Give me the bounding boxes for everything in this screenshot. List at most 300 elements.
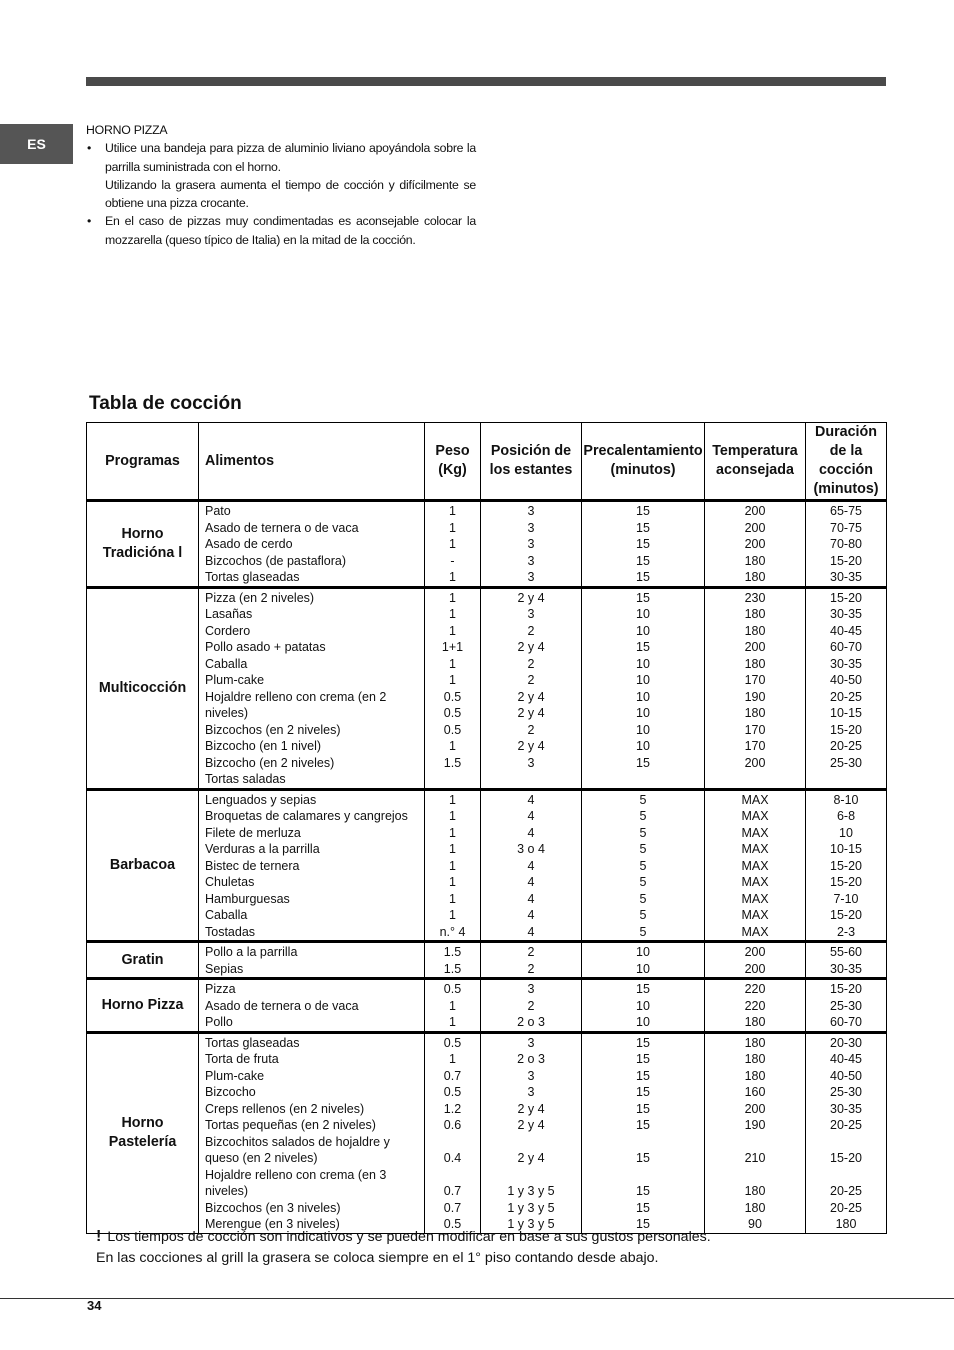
cell-line: 40-45 <box>830 623 862 638</box>
note-line-2: En las cocciones al grill la grasera se coloca siempre en el 1° piso contando desde abajo. <box>96 1249 659 1266</box>
table-row <box>87 501 887 588</box>
cell-line: 200 <box>744 504 766 518</box>
cell-line: 10 <box>636 961 650 976</box>
table-row <box>87 942 887 979</box>
cell-line: 1.5 <box>443 755 462 770</box>
cell-line: 3 <box>527 553 535 568</box>
cell-line: 4 <box>527 924 535 939</box>
cell-line: 2 y 4 <box>517 590 545 605</box>
cell-line: 4 <box>527 875 535 889</box>
cell-line <box>481 771 581 788</box>
cell-line: 210 <box>744 1151 766 1165</box>
cell-line: 25-30 <box>830 755 862 770</box>
cell-line: 20-30 <box>830 1035 862 1050</box>
cell-line: Caballa <box>205 908 248 922</box>
cell-line: 1.5 <box>443 961 462 976</box>
cell-line: 2 y 4 <box>517 706 545 720</box>
cell-line: 5 <box>639 875 647 889</box>
cell-line <box>582 1167 704 1184</box>
header-peso: Peso (Kg) <box>425 423 481 501</box>
precalentamiento-cell <box>582 942 705 979</box>
header-programas: Programas <box>87 423 199 501</box>
cell-line: Pollo a la parrilla <box>205 945 298 959</box>
cell-line: 1 y 3 y 5 <box>507 1200 555 1215</box>
cell-line: 3 <box>527 607 535 621</box>
cell-line: 70-75 <box>830 520 862 535</box>
cell-line: 10 <box>636 689 650 704</box>
cell-line: Pizza <box>205 982 236 996</box>
cell-line: MAX <box>741 792 769 807</box>
cell-line: 0.7 <box>443 1068 462 1083</box>
cell-line: Pato <box>205 504 231 518</box>
posicion-cell <box>481 501 582 588</box>
cell-line: 2 y 4 <box>517 1118 545 1132</box>
cell-line: 1 <box>449 656 456 671</box>
cell-line: Asado de ternera o de vaca <box>205 520 359 535</box>
duracion-cell <box>806 942 887 979</box>
intro-title: HORNO PIZZA <box>86 123 168 137</box>
cell-line: 1 <box>449 825 456 840</box>
cell-line: Hojaldre relleno con crema (en 3 <box>205 1167 387 1182</box>
cell-line: 1 <box>449 520 456 535</box>
cell-line: 0.5 <box>443 1217 462 1231</box>
cell-line: Torta de fruta <box>205 1052 279 1066</box>
cell-line: 30-35 <box>830 570 862 584</box>
cell-line: 15 <box>636 1217 650 1231</box>
cell-line <box>425 1167 480 1184</box>
cell-line: niveles) <box>205 1184 249 1198</box>
cell-line: 0.5 <box>443 722 462 737</box>
cell-line: 2 <box>527 961 535 976</box>
cell-line: 20-25 <box>830 1200 862 1215</box>
cell-line: MAX <box>741 858 769 873</box>
cell-line: Merengue (en 3 niveles) <box>205 1217 340 1231</box>
table-row <box>87 587 887 789</box>
cell-line: Plum-cake <box>205 673 265 687</box>
cell-line: 180 <box>744 553 766 568</box>
cell-line: 1 <box>449 858 456 873</box>
cell-line: Bizcocho <box>205 1085 256 1099</box>
cell-line: 1 <box>449 875 456 889</box>
cell-line: 1 y 3 y 5 <box>507 1217 555 1231</box>
cell-line: 180 <box>744 1035 766 1050</box>
cell-line: Asado de ternera o de vaca <box>205 998 359 1013</box>
cell-line: 10-15 <box>830 842 862 856</box>
language-tab: ES <box>0 124 73 164</box>
cell-line: 3 <box>527 570 535 584</box>
cell-line: 1 <box>449 792 456 807</box>
cell-line: 40-50 <box>830 1068 862 1083</box>
program-name: Horno Pizza <box>87 979 199 1033</box>
cell-line: Caballa <box>205 656 248 671</box>
table-row <box>87 979 887 1033</box>
cell-line: 3 <box>527 504 535 518</box>
cell-line: 5 <box>639 825 647 840</box>
cell-line: 2-3 <box>836 924 856 939</box>
cell-line: 0.5 <box>443 689 462 704</box>
cell-line: 7-10 <box>833 891 859 906</box>
cell-line: 1+1 <box>441 640 464 654</box>
cell-line: 2 y 4 <box>517 739 545 753</box>
program-name: Horno Pastelería <box>87 1032 199 1233</box>
cell-line: 20-25 <box>830 739 862 753</box>
cell-line: Bizcocho (en 2 niveles) <box>205 755 335 770</box>
cell-line: 180 <box>744 1184 766 1198</box>
cell-line: 25-30 <box>830 1085 862 1099</box>
intro-list <box>86 139 476 249</box>
alimentos-cell <box>199 501 425 588</box>
table-header-row <box>87 423 887 501</box>
cell-line: 15-20 <box>830 982 862 996</box>
cell-line: 3 <box>527 982 535 996</box>
cell-line: 0.5 <box>443 1035 462 1050</box>
alimentos-cell <box>199 979 425 1033</box>
duracion-cell <box>806 789 887 942</box>
cell-line: 15-20 <box>830 908 862 922</box>
cell-line: 10-15 <box>830 706 862 720</box>
cell-line: 30-35 <box>830 607 862 621</box>
cell-line: 20-25 <box>830 1184 862 1198</box>
cell-line: 1 <box>449 623 456 638</box>
cell-line: Hojaldre relleno con crema (en 2 <box>205 689 387 704</box>
cell-line: 190 <box>744 1118 766 1132</box>
cell-line: Tortas pequeñas (en 2 niveles) <box>205 1118 376 1132</box>
cell-line: Tortas glaseadas <box>205 570 300 584</box>
cell-line: 2 y 4 <box>517 689 545 704</box>
cell-line: 4 <box>527 825 535 840</box>
cell-line: 20-25 <box>830 1118 862 1132</box>
cell-line: 3 <box>527 1085 535 1099</box>
cell-line: 200 <box>744 640 766 654</box>
cell-line: 0.4 <box>443 1151 462 1165</box>
cell-line: 1 y 3 y 5 <box>507 1184 555 1198</box>
cell-line: 20-25 <box>830 689 862 704</box>
cell-line: 160 <box>744 1085 766 1099</box>
posicion-cell <box>481 979 582 1033</box>
cell-line: 0.5 <box>443 1085 462 1099</box>
cell-line: 10 <box>636 607 650 621</box>
cell-line: 1 <box>449 998 456 1013</box>
cell-line: Bizcochos (de pastaflora) <box>205 553 347 568</box>
cell-line: 180 <box>744 1015 766 1029</box>
intro-section <box>86 121 476 249</box>
cell-line: 4 <box>527 908 535 922</box>
cell-line: 2 y 4 <box>517 1101 545 1116</box>
alimentos-cell <box>199 1032 425 1233</box>
cell-line: 1 <box>449 1052 456 1066</box>
table-title: Tabla de cocción <box>89 393 242 414</box>
cell-line: 0.5 <box>443 706 462 720</box>
cell-line: Tortas glaseadas <box>205 1035 300 1050</box>
cell-line: 1 <box>449 590 456 605</box>
alimentos-cell <box>199 789 425 942</box>
cell-line: 10 <box>636 706 650 720</box>
cell-line: 5 <box>639 924 647 939</box>
cell-line: Lasañas <box>205 607 253 621</box>
cell-line: 25-30 <box>830 998 862 1013</box>
cell-line <box>705 1167 805 1184</box>
cell-line: 1 <box>449 739 456 753</box>
precalentamiento-cell <box>582 979 705 1033</box>
cell-line: 30-35 <box>830 1101 862 1116</box>
cell-line: 180 <box>744 607 766 621</box>
cell-line: queso (en 2 niveles) <box>205 1151 318 1165</box>
peso-cell <box>425 942 481 979</box>
cell-line: 2 <box>527 673 535 687</box>
cell-line: 15 <box>636 982 650 996</box>
cell-line: 1.5 <box>443 945 462 959</box>
cell-line: 1 <box>449 1015 456 1029</box>
cell-line: 10 <box>636 945 650 959</box>
cell-line: 2 <box>527 623 535 638</box>
header-bar <box>86 77 886 86</box>
program-name: Multicocción <box>87 587 199 789</box>
cell-line: 1 <box>449 504 456 518</box>
cell-line: Bizcocho (en 1 nivel) <box>205 739 322 753</box>
temperatura-cell <box>705 501 806 588</box>
cell-line: Verduras a la parrilla <box>205 842 320 856</box>
cell-line: 15-20 <box>830 1151 862 1165</box>
cell-line: 15 <box>636 1184 650 1198</box>
cell-line: 5 <box>639 908 647 922</box>
cell-line: 65-75 <box>830 504 862 518</box>
cell-line: 0.6 <box>443 1118 462 1132</box>
cell-line: Bizcochitos salados de hojaldre y <box>205 1134 390 1149</box>
precalentamiento-cell <box>582 501 705 588</box>
precalentamiento-cell <box>582 789 705 942</box>
cell-line <box>582 1134 704 1151</box>
cell-line: 1 <box>449 607 456 621</box>
cell-line: 3 o 4 <box>517 842 545 856</box>
cell-line: 10 <box>636 739 650 753</box>
cell-line: Broquetas de calamares y cangrejos <box>205 809 408 823</box>
cell-line: 200 <box>744 1101 766 1116</box>
cell-line: MAX <box>741 908 769 922</box>
cell-line <box>705 771 805 788</box>
cell-line: 1 <box>449 842 456 856</box>
cell-line: 70-80 <box>830 537 862 551</box>
duracion-cell <box>806 1032 887 1233</box>
cell-line: MAX <box>741 891 769 906</box>
cell-line: 4 <box>527 891 535 906</box>
intro-bullet-continuation: Utilizando la grasera aumenta el tiempo de cocción y difícilmente se obtiene una pizza crocante. <box>105 177 476 211</box>
temperatura-cell <box>705 942 806 979</box>
cell-line: 15 <box>636 570 650 584</box>
cell-line: 15 <box>636 755 650 770</box>
cell-line: MAX <box>741 825 769 840</box>
header-posicion: Posición de los estantes <box>481 423 582 501</box>
cell-line <box>705 1134 805 1151</box>
cell-line: 30-35 <box>830 961 862 976</box>
cell-line <box>806 1167 886 1184</box>
cell-line <box>582 771 704 788</box>
cell-line: 0.7 <box>443 1184 462 1198</box>
cell-line: 10 <box>636 722 650 737</box>
cell-line: 5 <box>639 858 647 873</box>
cell-line: Cordero <box>205 623 251 638</box>
cell-line: 2 y 4 <box>517 640 545 654</box>
cell-line: 10 <box>636 1015 650 1029</box>
cell-line: 5 <box>639 891 647 906</box>
cell-line: 30-35 <box>830 656 862 671</box>
cell-line: MAX <box>741 875 769 889</box>
cell-line: Plum-cake <box>205 1068 265 1083</box>
page-number: 34 <box>87 1298 102 1313</box>
cell-line: Sepias <box>205 961 244 976</box>
cell-line: 2 <box>527 722 535 737</box>
cell-line: 2 o 3 <box>517 1052 545 1066</box>
note-section <box>96 1227 711 1268</box>
cell-line: MAX <box>741 842 769 856</box>
cell-line: 3 <box>527 537 535 551</box>
cell-line: Bistec de ternera <box>205 858 300 873</box>
cell-line: 1.2 <box>443 1101 462 1116</box>
cell-line: 8-10 <box>833 792 859 807</box>
cell-line: 0.5 <box>443 982 462 996</box>
cell-line: 180 <box>835 1217 857 1231</box>
cell-line: 200 <box>744 961 766 976</box>
cell-line: 15 <box>636 1151 650 1165</box>
cell-line: Pollo <box>205 1015 233 1029</box>
cell-line: Filete de merluza <box>205 825 301 840</box>
cell-line: 2 <box>527 945 535 959</box>
cell-line: 180 <box>744 623 766 638</box>
duracion-cell <box>806 501 887 588</box>
peso-cell <box>425 501 481 588</box>
cell-line: 15 <box>636 1052 650 1066</box>
cell-line: Pollo asado + patatas <box>205 640 326 654</box>
temperatura-cell <box>705 1032 806 1233</box>
cell-line: 40-50 <box>830 673 862 687</box>
cell-line: 90 <box>748 1217 762 1231</box>
cell-line: Bizcochos (en 3 niveles) <box>205 1200 341 1215</box>
posicion-cell <box>481 789 582 942</box>
cell-line: 180 <box>744 1068 766 1083</box>
posicion-cell <box>481 1032 582 1233</box>
cell-line: 15-20 <box>830 722 862 737</box>
posicion-cell <box>481 587 582 789</box>
precalentamiento-cell <box>582 587 705 789</box>
cell-line: 5 <box>639 842 647 856</box>
temperatura-cell <box>705 979 806 1033</box>
cell-line: 200 <box>744 520 766 535</box>
cell-line: 1 <box>449 570 456 584</box>
cell-line: 60-70 <box>830 1015 862 1029</box>
cell-line: Bizcochos (en 2 niveles) <box>205 722 341 737</box>
cell-line: 40-45 <box>830 1052 862 1066</box>
cell-line: niveles) <box>205 706 249 720</box>
program-name: Gratin <box>87 942 199 979</box>
cell-line <box>425 771 480 788</box>
cell-line: 180 <box>744 1200 766 1215</box>
cell-line <box>425 1134 480 1151</box>
cell-line <box>481 1134 581 1151</box>
cell-line: 15-20 <box>830 858 862 873</box>
cell-line: 15 <box>636 590 650 605</box>
cell-line: 1 <box>449 908 456 922</box>
cell-line: 200 <box>744 945 766 959</box>
cell-line: 5 <box>639 809 647 823</box>
header-alimentos: Alimentos <box>199 423 425 501</box>
cell-line: 10 <box>839 825 853 840</box>
cell-line: 15 <box>636 1101 650 1116</box>
cell-line: 190 <box>744 689 766 704</box>
cell-line: 1 <box>449 537 456 551</box>
intro-bullet: • En el caso de pizzas muy condimentadas es aconsejable colocar la mozzarella (queso típico de Italia) en la mitad de la cocción. <box>86 212 476 249</box>
cell-line: 170 <box>744 673 766 687</box>
cell-line: 3 <box>527 520 535 535</box>
precalentamiento-cell <box>582 1032 705 1233</box>
cell-line: MAX <box>741 809 769 823</box>
cell-line: Tostadas <box>205 924 256 939</box>
duracion-cell <box>806 979 887 1033</box>
cell-line: 4 <box>527 792 535 807</box>
cell-line: 1 <box>449 891 456 906</box>
alimentos-cell <box>199 587 425 789</box>
cell-line: MAX <box>741 924 769 939</box>
note-line-1: ! Los tiempos de cocción son indicativos y se pueden modificar en base a sus gustos personales. <box>96 1228 711 1245</box>
cell-line: 2 y 4 <box>517 1151 545 1165</box>
cell-line: 180 <box>744 706 766 720</box>
cell-line: 15 <box>636 504 650 518</box>
cell-line: 0.7 <box>443 1200 462 1215</box>
cell-line: 15 <box>636 1200 650 1215</box>
header-temperatura: Temperatura aconsejada <box>705 423 806 501</box>
cell-line: Tortas saladas <box>205 772 286 786</box>
cell-line: 180 <box>744 1052 766 1066</box>
cell-line: 15-20 <box>830 590 862 605</box>
cell-line: 2 <box>527 998 535 1013</box>
program-name: Horno Tradicióna l <box>87 501 199 588</box>
cell-line: 15 <box>636 520 650 535</box>
cell-line: 4 <box>527 809 535 823</box>
header-duracion: Duración de la cocción (minutos) <box>806 423 887 501</box>
cooking-table <box>86 422 887 1234</box>
cell-line: 3 <box>527 1068 535 1083</box>
alimentos-cell <box>199 942 425 979</box>
cell-line: 15 <box>636 640 650 654</box>
cell-line: 200 <box>744 537 766 551</box>
cell-line: 10 <box>636 656 650 671</box>
cell-line: Asado de cerdo <box>205 537 293 551</box>
cell-line: 4 <box>527 858 535 873</box>
cell-line: 1 <box>449 673 456 687</box>
cell-line: Creps rellenos (en 2 niveles) <box>205 1101 365 1116</box>
cell-line: 220 <box>744 998 766 1013</box>
cell-line: 5 <box>639 792 647 807</box>
cell-line <box>806 1134 886 1151</box>
duracion-cell <box>806 587 887 789</box>
cell-line: 2 o 3 <box>517 1015 545 1029</box>
cell-line: 15 <box>636 1035 650 1050</box>
cell-line: 3 <box>527 1035 535 1050</box>
cell-line: 15-20 <box>830 875 862 889</box>
header-precalentamiento: Precalentamiento (minutos) <box>582 423 705 501</box>
cell-line: 1 <box>449 809 456 823</box>
cell-line: Pizza (en 2 niveles) <box>205 590 315 605</box>
cell-line: 55-60 <box>830 945 862 959</box>
peso-cell <box>425 587 481 789</box>
cell-line <box>481 1167 581 1184</box>
peso-cell <box>425 1032 481 1233</box>
cell-line: 3 <box>527 755 535 770</box>
cell-line: Chuletas <box>205 875 255 889</box>
peso-cell <box>425 789 481 942</box>
cell-line: 15-20 <box>830 553 862 568</box>
warning-icon: ! <box>96 1228 102 1245</box>
cell-line: Hamburguesas <box>205 891 290 906</box>
cell-line: 10 <box>636 673 650 687</box>
